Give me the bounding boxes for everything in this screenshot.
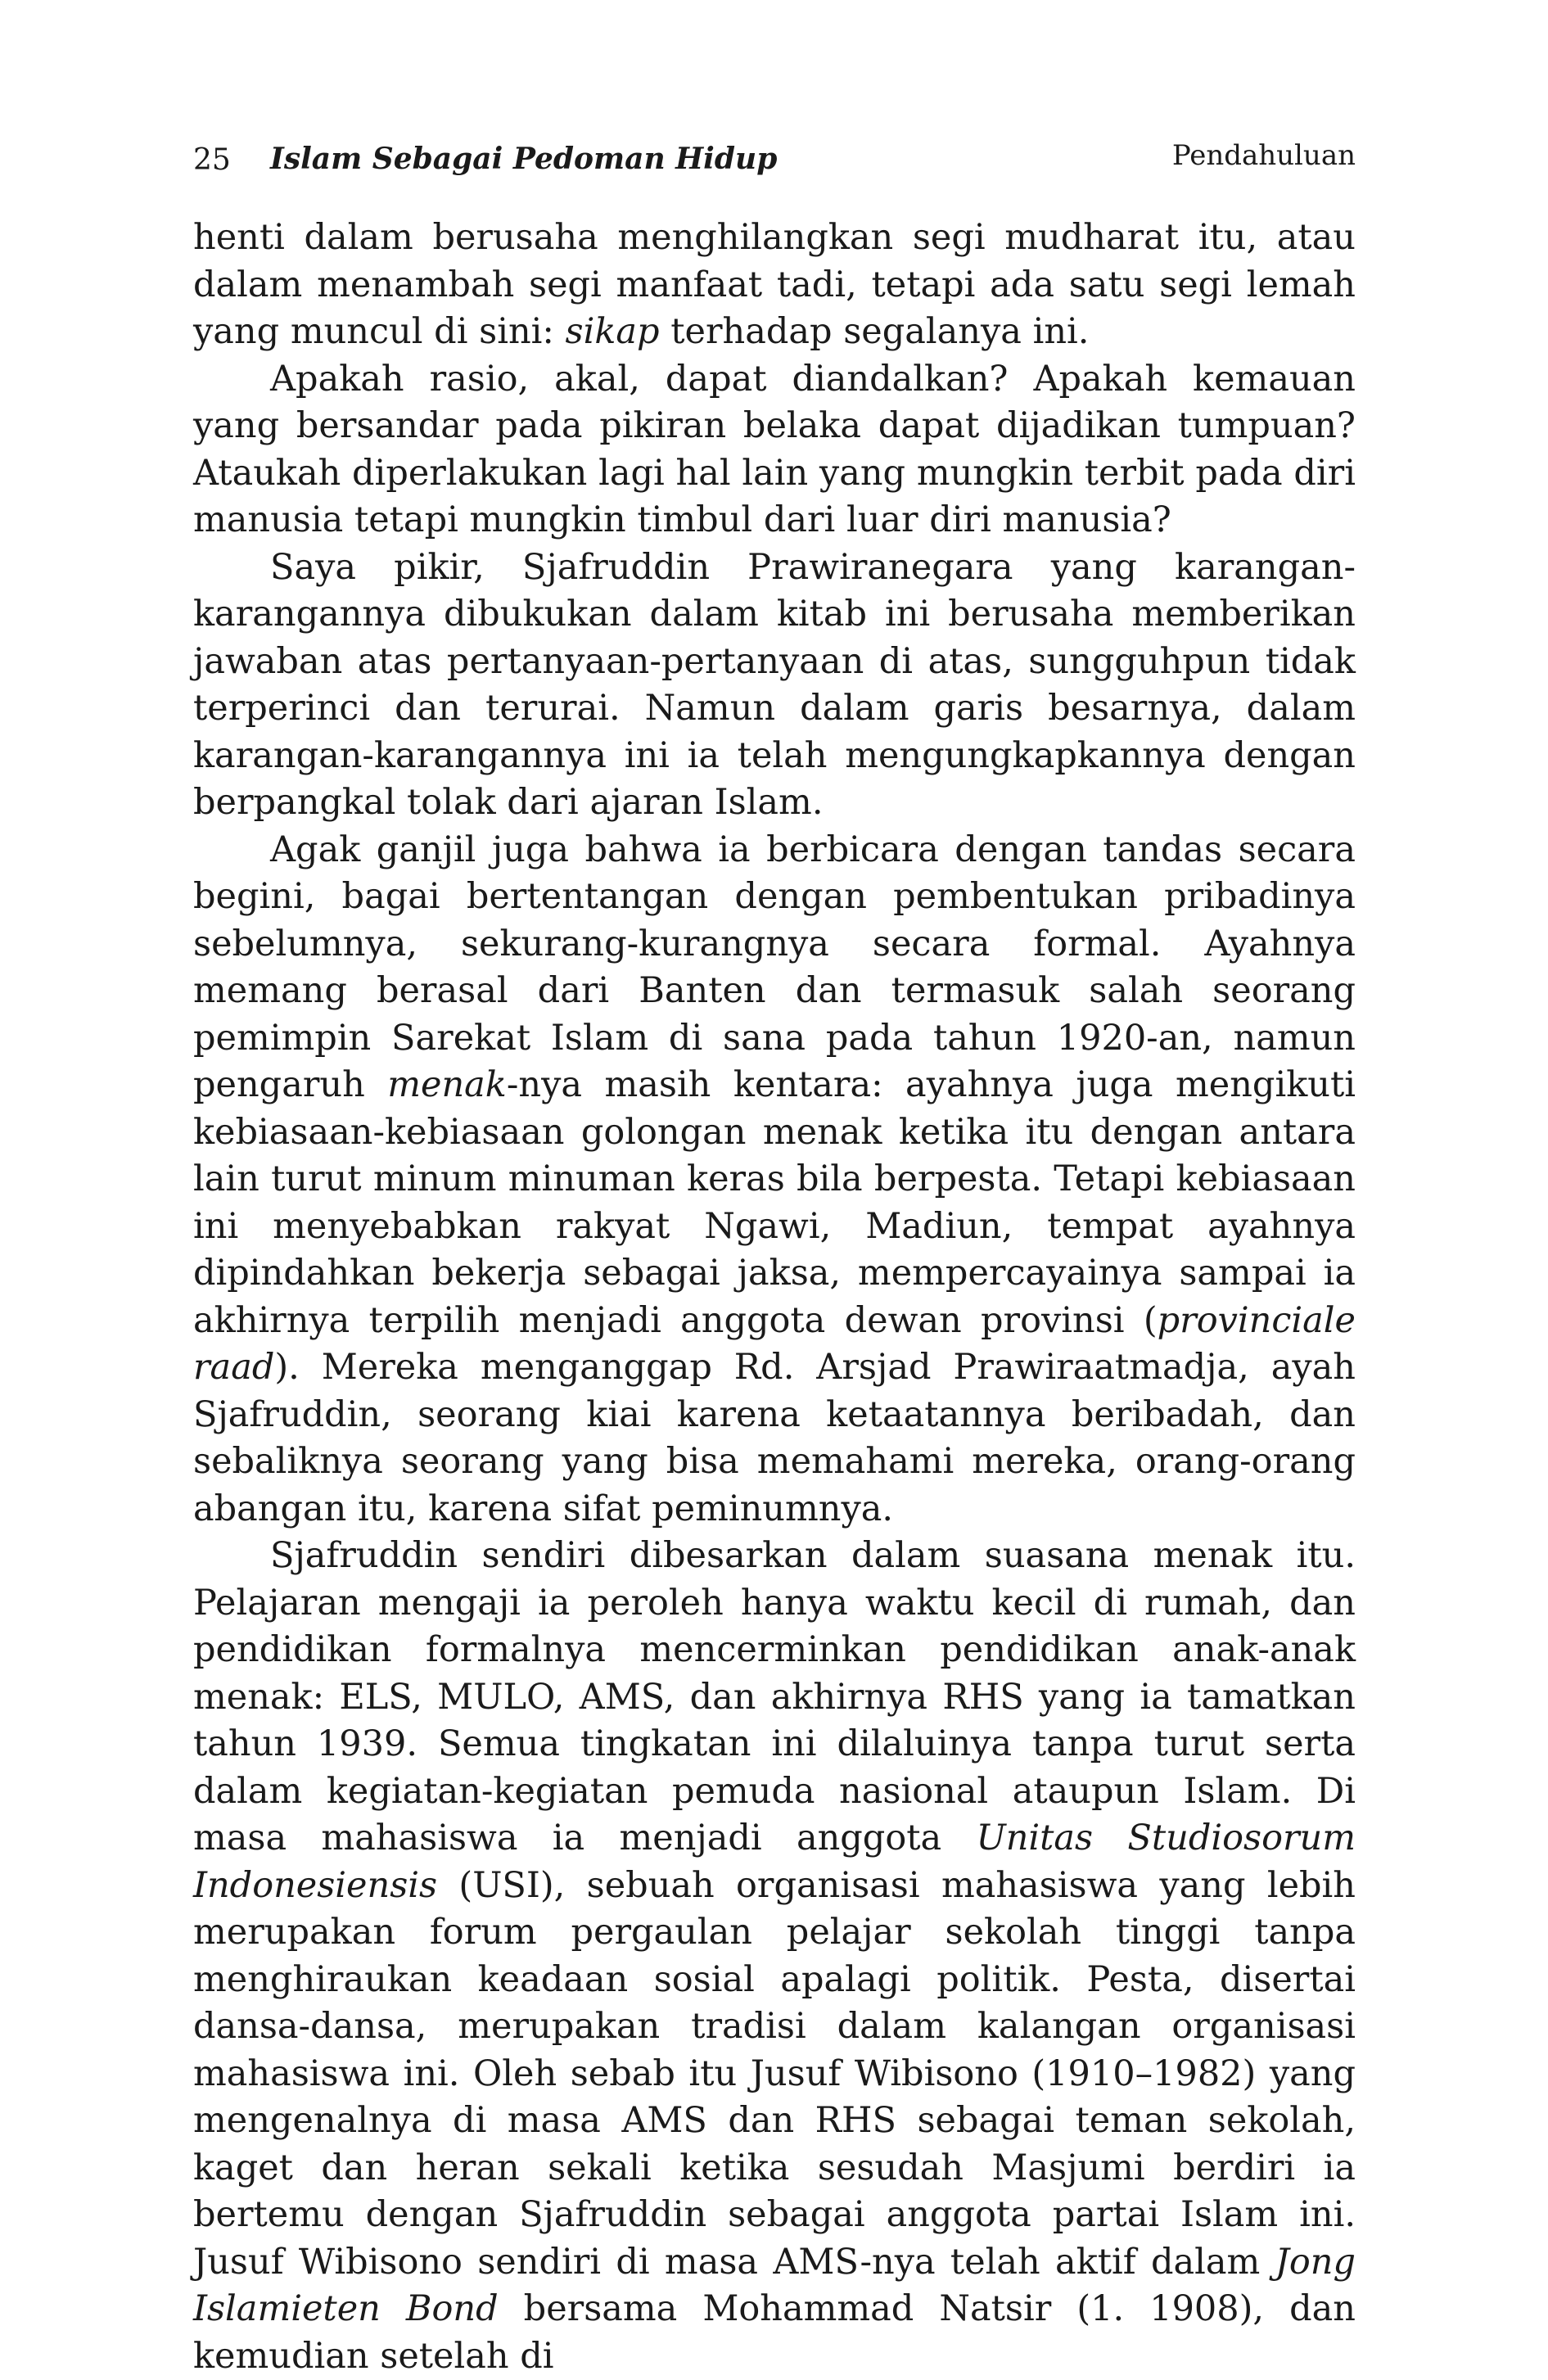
text-run: Agak ganjil juga bahwa ia berbicara dengan tandas secara begini, bagai bertentangan dengan pembentukan pribadinya sebelumnya, sekurang-kurangnya secara formal. Ayahnya memang berasal dari Banten dan termasuk salah seorang pemimpin Sarekat Islam di sana pada tahun 1920-an, namun pengaruh xyxy=(193,829,1356,1105)
text-run: (USI), sebuah organisasi mahasiswa yang lebih merupakan forum pergaulan pelajar sekolah tinggi tanpa menghiraukan keadaan sosial apalagi politik. Pesta, disertai dansa-dansa, merupakan tradisi dalam kalangan organisasi mahasiswa ini. Oleh sebab itu Jusuf Wibisono (1910–1982) yang mengenalnya di masa AMS dan RHS sebagai teman sekolah, kaget dan heran sekali ketika sesudah Masjumi berdiri ia bertemu dengan Sjafruddin sebagai anggota partai Islam ini. Jusuf Wibisono sendiri di masa AMS-nya telah aktif dalam xyxy=(193,1864,1356,2283)
text-run: Saya pikir, Sjafruddin Prawiranegara yang karangan-karangannya dibukukan dalam kitab ini berusaha memberikan jawaban atas pertanyaan-pertanyaan di atas, sungguhpun tidak terperinci dan terurai. Namun dalam garis besarnya, dalam karangan-karangannya ini ia telah mengungkapkannya dengan berpangkal tolak dari ajaran Islam. xyxy=(193,546,1356,823)
text-run: henti dalam berusaha menghilangkan segi mudharat itu, atau dalam menambah segi manfaat tadi, tetapi ada satu segi lemah yang muncul di sini: xyxy=(193,217,1356,352)
italic-term: provinciale raad xyxy=(193,1299,1356,1388)
page-number: 25 xyxy=(193,143,231,177)
text-run: ). Mereka menganggap Rd. Arsjad Prawiraatmadja, ayah Sjafruddin, seorang kiai karena ketaatannya beribadah, dan sebaliknya seorang yang bisa memahami mereka, orang-orang abangan itu, karena sifat peminumnya. xyxy=(193,1347,1356,1529)
italic-term: Unitas Studiosorum Indonesiensis xyxy=(193,1818,1356,1906)
italic-term: Jong Islamieten Bond xyxy=(193,2241,1356,2329)
paragraph xyxy=(193,827,1356,1533)
text-run: bersama Mohammad Natsir (1. 1908), dan kemudian setelah di xyxy=(193,2288,1356,2377)
chapter-title: Pendahuluan xyxy=(1171,139,1356,172)
text-run: Sjafruddin sendiri dibesarkan dalam suasana menak itu. Pelajaran mengaji ia peroleh hanya waktu kecil di rumah, dan pendidikan formalnya mencerminkan pendidikan anak-anak menak: ELS, MULO, AMS, dan akhirnya RHS yang ia tamatkan tahun 1939. Semua tingkatan ini dilaluinya tanpa turut serta dalam kegiatan-kegiatan pemuda nasional ataupun Islam. Di masa mahasiswa ia menjadi anggota xyxy=(193,1535,1356,1858)
body-text xyxy=(193,215,1356,2380)
text-run: -nya masih kentara: ayahnya juga mengikuti kebiasaan-kebiasaan golongan menak ketika itu dengan antara lain turut minum minuman keras bila berpesta. Tetapi kebiasaan ini menyebabkan rakyat Ngawi, Madiun, tempat ayahnya dipindahkan bekerja sebagai jaksa, mempercayainya sampai ia akhirnya terpilih menjadi anggota dewan provinsi ( xyxy=(193,1064,1356,1341)
text-run: terhadap segalanya ini. xyxy=(659,311,1090,352)
paragraph xyxy=(193,356,1356,544)
book-title: Islam Sebagai Pedoman Hidup xyxy=(270,142,778,176)
paragraph xyxy=(193,544,1356,827)
italic-term: menak xyxy=(387,1064,507,1105)
paragraph xyxy=(193,1533,1356,2380)
paragraph xyxy=(193,215,1356,356)
italic-term: sikap xyxy=(565,311,660,352)
running-header xyxy=(193,138,1356,187)
text-run: Apakah rasio, akal, dapat diandalkan? Apakah kemauan yang bersandar pada pikiran belaka dapat dijadikan tumpuan? Ataukah diperlakukan lagi hal lain yang mungkin terbit pada diri manusia tetapi mungkin timbul dari luar diri manusia? xyxy=(193,358,1356,540)
